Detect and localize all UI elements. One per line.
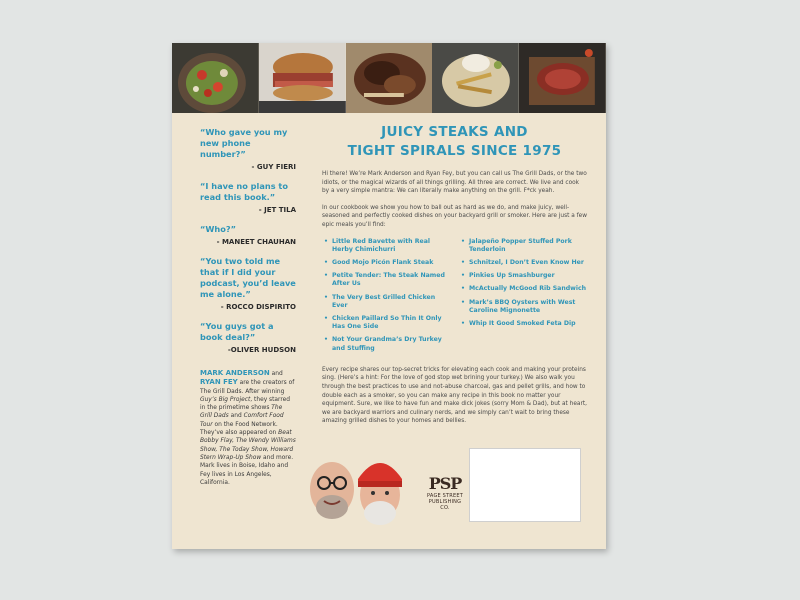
recipe-item: • Mark’s BBQ Oysters with West Caroline Mignonette [459,299,587,315]
bio-text: and [269,371,283,377]
bio-show-title: Comfort Food Tour [200,413,284,428]
bio-text: and more. Mark lives in Boise, Idaho and Fey lives in Los Angeles, California. [200,454,294,486]
bio-show-title: The Grill Dads [200,405,283,420]
quote-item [200,256,296,311]
headline-line-1: JUICY STEAKS AND [381,124,528,140]
recipe-item: • Whip It Good Smoked Feta Dip [459,320,587,328]
food-photo-steak [519,43,606,113]
bio-show-title: Beat Bobby Flay, The Wendy Williams Show, The Today Show, Howard Stern Wrap-Up Show [200,430,296,461]
bio-text: on the Food Network. They’ve also appeared on [200,421,279,437]
author-name-ryan: RYAN FEY [200,378,238,387]
quote-item [200,321,296,354]
recipe-item: • The Very Best Grilled Chicken Ever [322,294,450,310]
recipe-item: • McActually McGood Rib Sandwich [459,285,587,293]
review-quotes [200,127,296,364]
intro-paragraph-2: In our cookbook we show you how to ball out as hard as we do, and make juicy, well-seasoned and perfectly cooked dishes on your backyard grill or smoker. Here are just a few epic meals you’ll find: [322,204,587,228]
author-bio [200,369,296,487]
recipe-list-right [459,238,587,358]
barcode-area [469,448,581,522]
closing-paragraph: Every recipe shares our top-secret tricks for elevating each cook and making your proteins sing. (Here’s a hint: For the love of god stop wet brining your turkey.) We also walk you through the best practices to use and not-abuse charcoal, gas and pellet grills, and how to double each as a smoker, so you can make any recipe in this book no matter your equipment. Sure, we like to have fun and make dick jokes (sorry Mom & Dad), but at heart, we are backyard warriors and culinary nerds, and we simply can’t wait to bring these amazing grilled dishes to your homes and bellies. [322,366,587,425]
quote-item [200,224,296,246]
author-portraits [302,447,412,527]
book-back-cover [172,43,606,549]
author-portrait-ryan [358,463,402,525]
headline [322,123,587,161]
bio-show-title: Guy’s Big Project [200,396,251,403]
food-photo-sandwich [259,43,346,113]
quote-item [200,127,296,171]
publisher-name-sub: PUBLISHING CO. [428,499,462,511]
bio-text: , they starred in the primetime shows [200,396,291,412]
recipe-item: • Pinkies Up Smashburger [459,272,587,280]
quote-author: - GUY FIERI [251,163,296,171]
quote-text: “Who?” [200,224,236,234]
bio-text: are the creators of The Grill Dads. After winning [200,380,295,395]
recipe-item: • Little Red Bavette with Real Herby Chimichurri [322,238,450,254]
food-photo-strip [172,43,606,113]
quote-author: -OLIVER HUDSON [227,346,296,354]
quote-author: - JET TILA [258,206,296,214]
recipe-item: • Good Mojo Picón Flank Steak [322,259,450,267]
quote-author: - MANEET CHAUHAN [216,238,296,246]
recipe-list-left [322,238,450,358]
recipe-item: • Chicken Paillard So Thin It Only Has One Side [322,315,450,331]
recipe-item: • Petite Tender: The Steak Named After Us [322,272,450,288]
quote-item [200,181,296,214]
recipe-item: • Jalapeño Popper Stuffed Pork Tenderloin [459,238,587,254]
quote-text: “I have no plans to read this book.” [200,181,288,202]
quote-text: “You guys got a book deal?” [200,321,274,342]
headline-line-2: TIGHT SPIRALS SINCE 1975 [347,143,562,159]
publisher-name: PAGE STREET [427,493,463,499]
main-copy [322,123,587,434]
quote-text: “You two told me that if I did your podcast, you’d leave me alone.” [200,256,296,299]
recipe-lists [322,238,587,358]
intro-paragraph: Hi there! We’re Mark Anderson and Ryan Fey, but you can call us The Grill Dads, or the two idiots, or the magical wizards of all things grilling. All three are correct. We live and cook by a very simple mantra: We can literally make anything on the grill. F*ck yeah. [322,171,587,195]
author-name-mark: MARK ANDERSON [200,369,270,377]
quote-text: “Who gave you my new phone number?” [200,127,288,159]
recipe-item: • Not Your Grandma’s Dry Turkey and Stuffing [322,336,450,352]
food-photo-salad [172,43,259,113]
publisher-logo [425,475,465,525]
author-portrait-mark [310,462,354,519]
recipe-item: • Schnitzel, I Don’t Even Know Her [459,259,587,267]
bio-text: and [228,413,244,420]
quote-author: - ROCCO DISPIRITO [220,303,296,311]
publisher-logo-mark: PSP [428,474,462,493]
food-photo-fries [432,43,519,113]
food-photo-ribs [346,43,433,113]
